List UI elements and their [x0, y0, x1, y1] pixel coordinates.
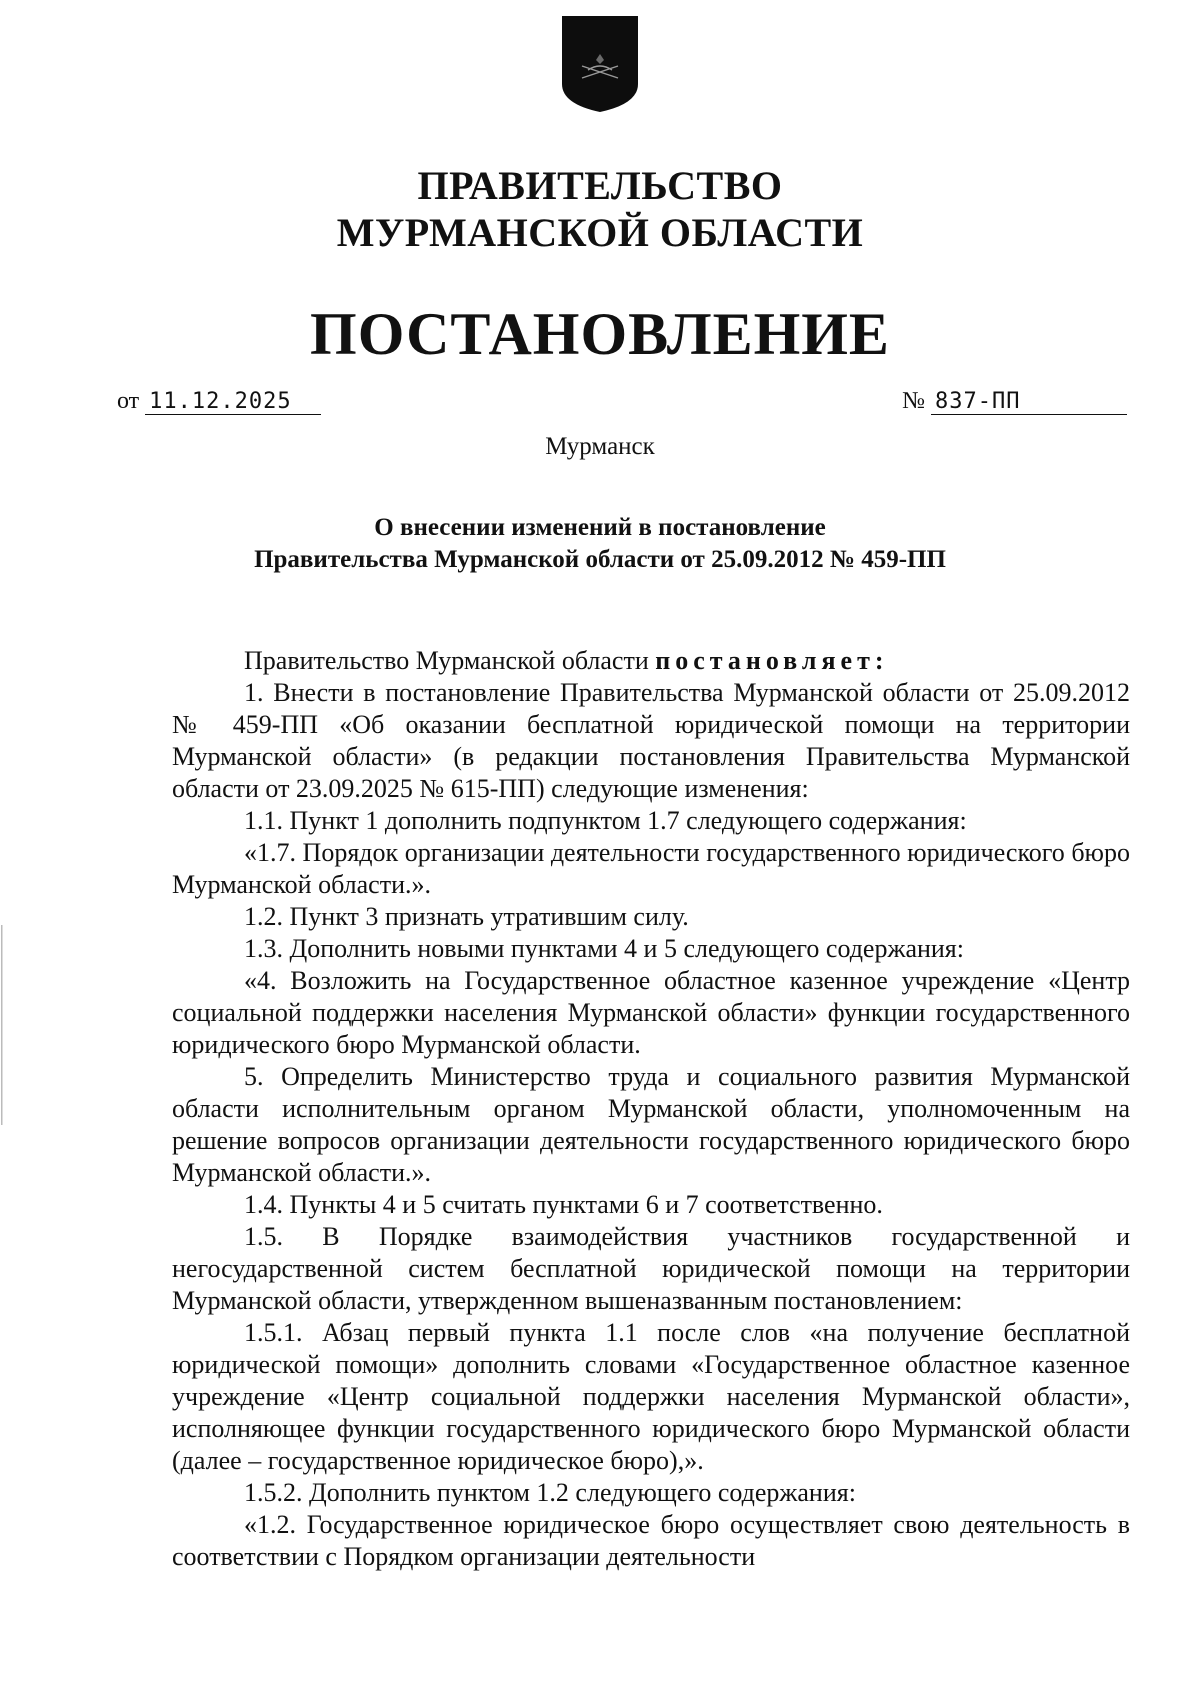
government-name-line1: ПРАВИТЕЛЬСТВО: [417, 163, 783, 208]
body-paragraph: 1.2. Пункт 3 признать утратившим силу.: [244, 902, 689, 931]
number-block: [902, 388, 1127, 415]
body-paragraph: 1.3. Дополнить новыми пунктами 4 и 5 следующего содержания:: [244, 934, 964, 963]
body-paragraph: 1.5.2. Дополнить пунктом 1.2 следующего содержания:: [244, 1478, 856, 1507]
number-prefix: №: [902, 388, 925, 414]
city-name: Мурманск: [545, 433, 655, 460]
intro-text: Правительство Мурманской области: [244, 646, 656, 675]
body-paragraph: «1.7. Порядок организации деятельности государственного юридического бюро Мурманской области.».: [172, 838, 1130, 899]
document-number: 837-ПП: [931, 389, 1127, 415]
body-paragraph: 5. Определить Министерство труда и социального развития Мурманской области исполнительным органом Мурманской области, уполномоченным на решение вопросов организации деятельности государственного юридического бюро Мурманской области.».: [172, 1062, 1130, 1187]
intro-paragraph: [172, 645, 1130, 677]
date-block: [117, 388, 321, 415]
body-paragraph: 1. Внести в постановление Правительства Мурманской области от 25.09.2012 № 459-ПП «Об оказании бесплатной юридической помощи на территории Мурманской области» (в редакции постановления Правительства Мурманской области от 23.09.2025 № 615-ПП) следующие изменения:: [172, 678, 1130, 803]
body-paragraph: 1.1. Пункт 1 дополнить подпунктом 1.7 следующего содержания:: [244, 806, 967, 835]
scan-margin-mark: [0, 925, 4, 1125]
body-paragraph: «1.2. Государственное юридическое бюро осуществляет свою деятельность в соответствии с Порядком организации деятельности: [172, 1510, 1130, 1571]
document-body: [172, 645, 1130, 1573]
date-prefix: от: [117, 388, 140, 414]
body-paragraph: 1.5.1. Абзац первый пункта 1.1 после слов «на получение бесплатной юридической помощи» дополнить словами «Государственное областное казенное учреждение «Центр социальной поддержки населения Мурманской области», исполняющее функции государственного юридического бюро Мурманской области (далее – государственное юридическое бюро),».: [172, 1318, 1130, 1475]
government-name-line2: МУРМАНСКОЙ ОБЛАСТИ: [336, 210, 864, 255]
document-title-line2: Правительства Мурманской области от 25.09.2012 № 459-ПП: [254, 546, 946, 573]
body-paragraph: 1.5. В Порядке взаимодействия участников государственной и негосударственной систем бесплатной юридической помощи на территории Мурманской области, утвержденном вышеназванным постановлением:: [172, 1222, 1130, 1315]
document-title-line1: О внесении изменений в постановление: [374, 514, 826, 541]
date-number-row: [117, 388, 1127, 428]
document-type-heading: ПОСТАНОВЛЕНИЕ: [310, 301, 890, 367]
body-paragraph: «4. Возложить на Государственное областное казенное учреждение «Центр социальной поддержки населения Мурманской области» функции государственного юридического бюро Мурманской области.: [172, 966, 1130, 1059]
document-date: 11.12.2025: [145, 389, 321, 415]
coat-of-arms-emblem: [560, 14, 640, 114]
intro-resolves: постановляет:: [655, 646, 889, 675]
body-paragraph: 1.4. Пункты 4 и 5 считать пунктами 6 и 7 соответственно.: [244, 1190, 883, 1219]
